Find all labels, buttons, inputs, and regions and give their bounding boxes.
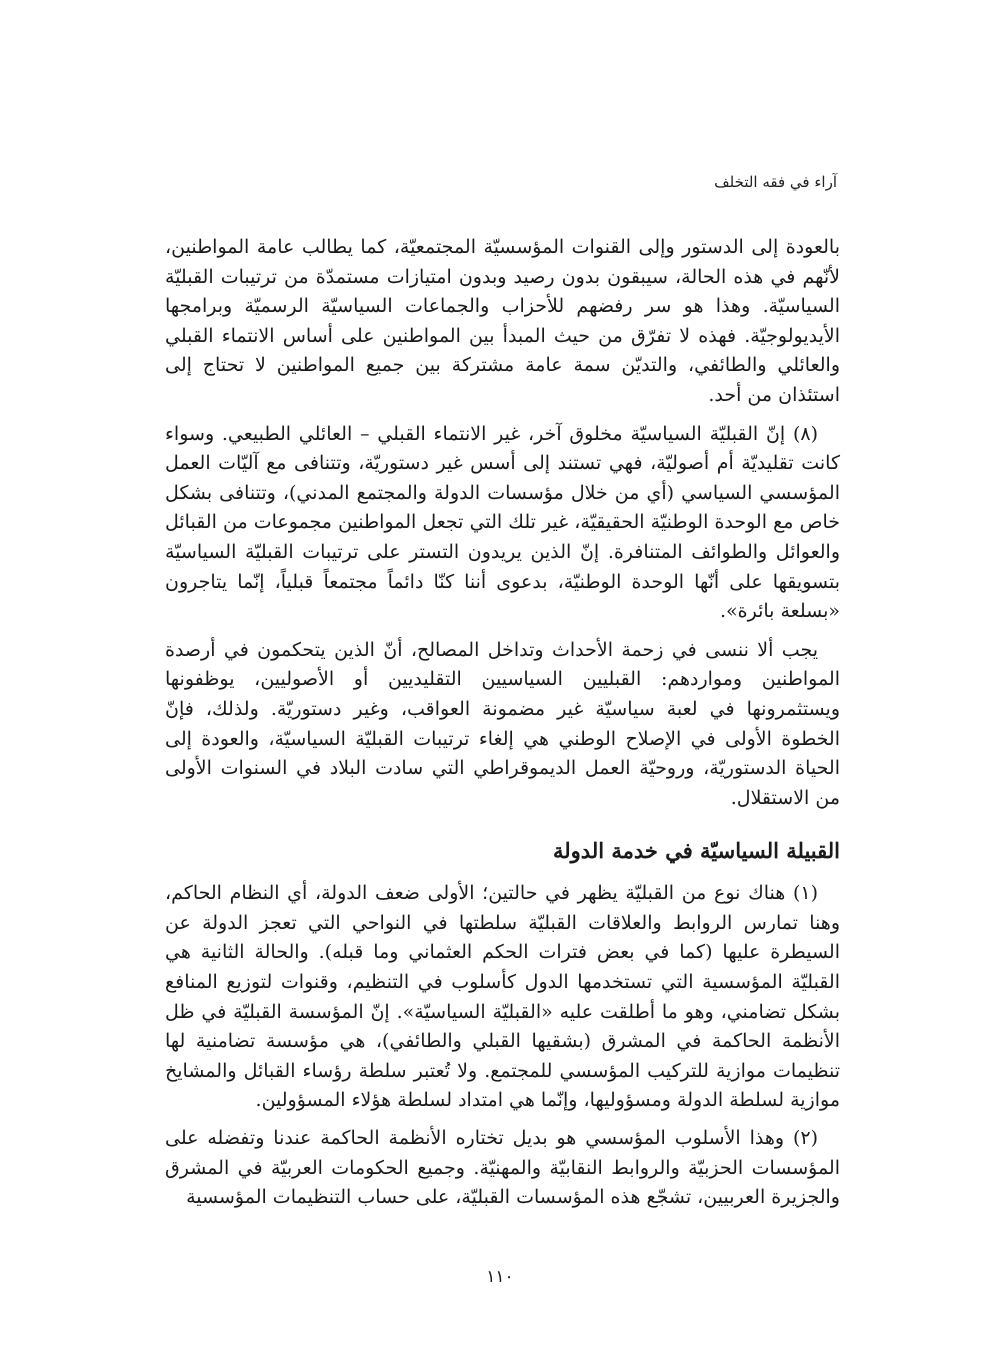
paragraph: (١) هناك نوع من القبليّة يظهر في حالتين؛ الأولى ضعف الدولة، أي النظام الحاكم، وهنا تمارس الروابط والعلاقات القبليّة سلطتها في النواحي التي تعجز الدولة عن السيطرة عليها (كما في بعض فترات الحكم العثماني وما قبله). والحالة الثانية هي القبليّة المؤسسية التي تستخدمها الدول كأسلوب في التنظيم، وقنوات لتوزيع المنافع بشكل تضامني، وهو ما أطلقت عليه «القبليّة السياسيّة». إنّ المؤسسة القبليّة في ظل الأنظمة الحاكمة في المشرق (بشقيها القبلي والطائفي)، هي مؤسسة تضامنية لها تنظيمات موازية للتركيب المؤسسي للمجتمع. ولا تُعتبر سلطة رؤساء القبائل والمشايخ موازية لسلطة الدولة ومسؤوليها، وإنّما هي امتداد لسلطة هؤلاء المسؤولين. [165,882,840,1112]
running-header: آراء في فقه التخلف [714,173,837,191]
body-text [165,233,840,1213]
page-number: ١١٠ [486,1267,514,1287]
section-heading: القبيلة السياسيّة في خدمة الدولة [553,838,840,864]
paragraph: (٨) إنّ القبليّة السياسيّة مخلوق آخر، غير الانتماء القبلي – العائلي الطبيعي. وسواء كانت تقليديّة أم أصوليّة، فهي تستند إلى أسس غير دستوريّة، وتتنافى مع آليّات العمل المؤسسي السياسي (أي من خلال مؤسسات الدولة والمجتمع المدني)، وتتنافى بشكل خاص مع الوحدة الوطنيّة الحقيقيّة، غير تلك التي تجعل المواطنين مجموعات من القبائل والعوائل والطوائف المتنافرة. إنّ الذين يريدون التستر على ترتيبات القبليّة السياسيّة بتسويقها على أنّها الوحدة الوطنيّة، بدعوى أننا كنّا دائماً مجتمعاً قبلياً، إنّما يتاجرون «بسلعة بائرة». [165,422,840,623]
paragraph: بالعودة إلى الدستور وإلى القنوات المؤسسيّة المجتمعيّة، كما يطالب عامة المواطنين، لأنّهم في هذه الحالة، سيبقون بدون رصيد وبدون امتيازات مستمدّة من ترتيبات القبليّة السياسيّة. وهذا هو سر رفضهم للأحزاب والجماعات السياسيّة الرسميّة وبرامجها الأيديولوجيّة. فهذه لا تفرّق من حيث المبدأ بين المواطنين على أساس الانتماء القبلي والعائلي والطائفي، والتديّن سمة عامة مشتركة بين جميع المواطنين لا تحتاج إلى استئذان من أحد. [165,236,840,406]
paragraph: (٢) وهذا الأسلوب المؤسسي هو بديل تختاره الأنظمة الحاكمة عندنا وتفضله على المؤسسات الحزبيّة والروابط النقابيّة والمهنيّة. وجميع الحكومات العربيّة في المشرق والجزيرة العربيين، تشجّع هذه المؤسسات القبليّة، على حساب التنظيمات المؤسسية [165,1127,840,1209]
paragraph: يجب ألا ننسى في زحمة الأحداث وتداخل المصالح، أنّ الذين يتحكمون في أرصدة المواطنين ومواردهم: القبليين السياسيين التقليديين أو الأصوليين، يوظفونها ويستثمرونها في لعبة سياسيّة غير مضمونة العواقب، وغير دستوريّة. ولذلك، فإنّ الخطوة الأولى في الإصلاح الوطني هي إلغاء ترتيبات القبليّة السياسيّة، والعودة إلى الحياة الدستوريّة، وروحيّة العمل الديموقراطي التي سادت البلاد في السنوات الأولى من الاستقلال. [165,638,840,809]
